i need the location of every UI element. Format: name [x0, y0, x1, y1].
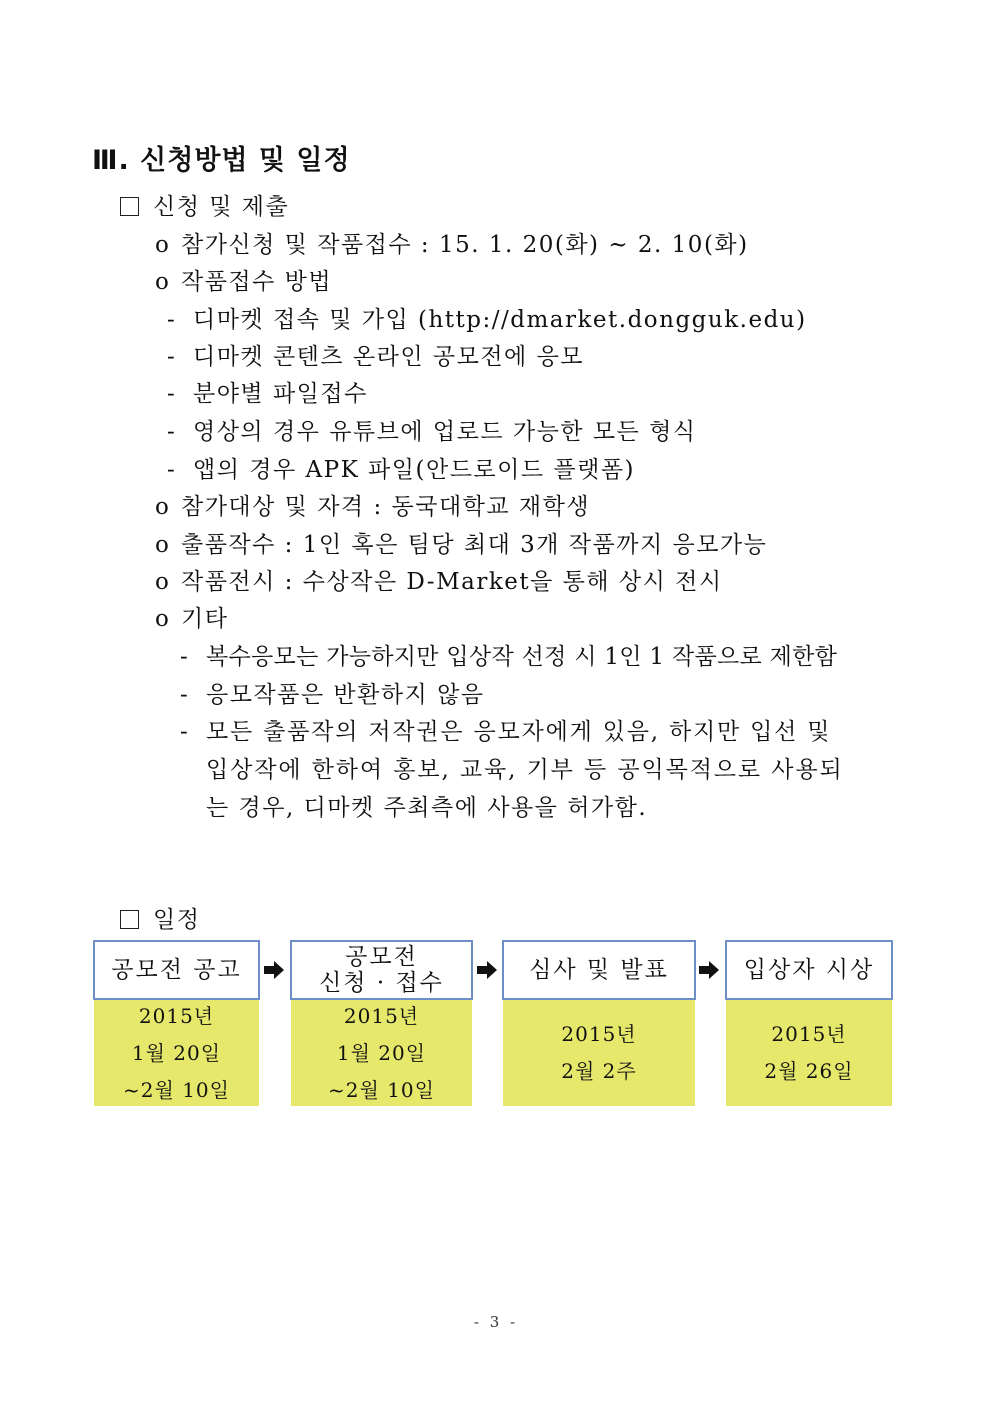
etc-detail: - 복수응모는 가능하지만 입상작 선정 시 1인 1 작품으로 제한함 [180, 644, 838, 670]
submission-heading-row [120, 188, 289, 221]
list-item: o 참가대상 및 자격 : 동국대학교 재학생 [155, 494, 591, 520]
submission-heading: 신청 및 제출 [153, 194, 290, 220]
page-number: - 3 - [473, 1313, 519, 1331]
checkbox-square-icon [120, 910, 139, 929]
schedule-step-application: 공모전 신청 · 접수 [290, 940, 473, 1000]
schedule-step-award: 입상자 시상 [725, 940, 893, 1000]
method-detail: - 분야별 파일접수 [167, 381, 368, 407]
list-item: o 기타 [155, 606, 229, 632]
bullet: o [155, 232, 171, 258]
method-detail: - 디마켓 콘텐츠 온라인 공모전에 응모 [167, 344, 585, 370]
etc-detail: - 응모작품은 반환하지 않음 [180, 682, 485, 708]
etc-continuation: 입상작에 한하여 홍보, 교육, 기부 등 공익목적으로 사용되 [206, 757, 844, 783]
schedule-date-review: 2015년 2월 2주 [503, 1000, 695, 1106]
method-detail: - 영상의 경우 유튜브에 업로드 가능한 모든 형식 [167, 419, 697, 445]
list-item: o 작품전시 : 수상작은 D-Market을 통해 상시 전시 [155, 569, 723, 595]
checkbox-square-icon [120, 197, 139, 216]
method-detail: - 앱의 경우 APK 파일(안드로이드 플랫폼) [167, 457, 636, 483]
bullet: o [155, 269, 171, 295]
method-detail: - 디마켓 접속 및 가입 (http://dmarket.dongguk.edu) [167, 307, 807, 333]
list-item: o 작품접수 방법 [155, 269, 333, 295]
arrow-right-icon [263, 959, 285, 981]
arrow-right-icon [698, 959, 720, 981]
schedule-heading: 일정 [153, 907, 201, 933]
schedule-step-review: 심사 및 발표 [502, 940, 696, 1000]
schedule-step-announcement: 공모전 공고 [93, 940, 260, 1000]
etc-detail: - 모든 출품작의 저작권은 응모자에게 있음, 하지만 입선 및 [180, 719, 832, 745]
arrow-right-icon [476, 959, 498, 981]
schedule-date-application: 2015년 1월 20일 ~2월 10일 [291, 1000, 472, 1106]
schedule-heading-row [120, 901, 200, 934]
schedule-date-announcement: 2015년 1월 20일 ~2월 10일 [94, 1000, 259, 1106]
section-title: Ⅲ. 신청방법 및 일정 [92, 145, 351, 176]
schedule-date-award: 2015년 2월 26일 [726, 1000, 892, 1106]
etc-continuation: 는 경우, 디마켓 주최측에 사용을 허가함. [206, 795, 648, 821]
list-item: o 참가신청 및 작품접수 : 15. 1. 20(화) ~ 2. 10(화) [155, 232, 749, 258]
list-item: o 출품작수 : 1인 혹은 팀당 최대 3개 작품까지 응모가능 [155, 532, 768, 558]
